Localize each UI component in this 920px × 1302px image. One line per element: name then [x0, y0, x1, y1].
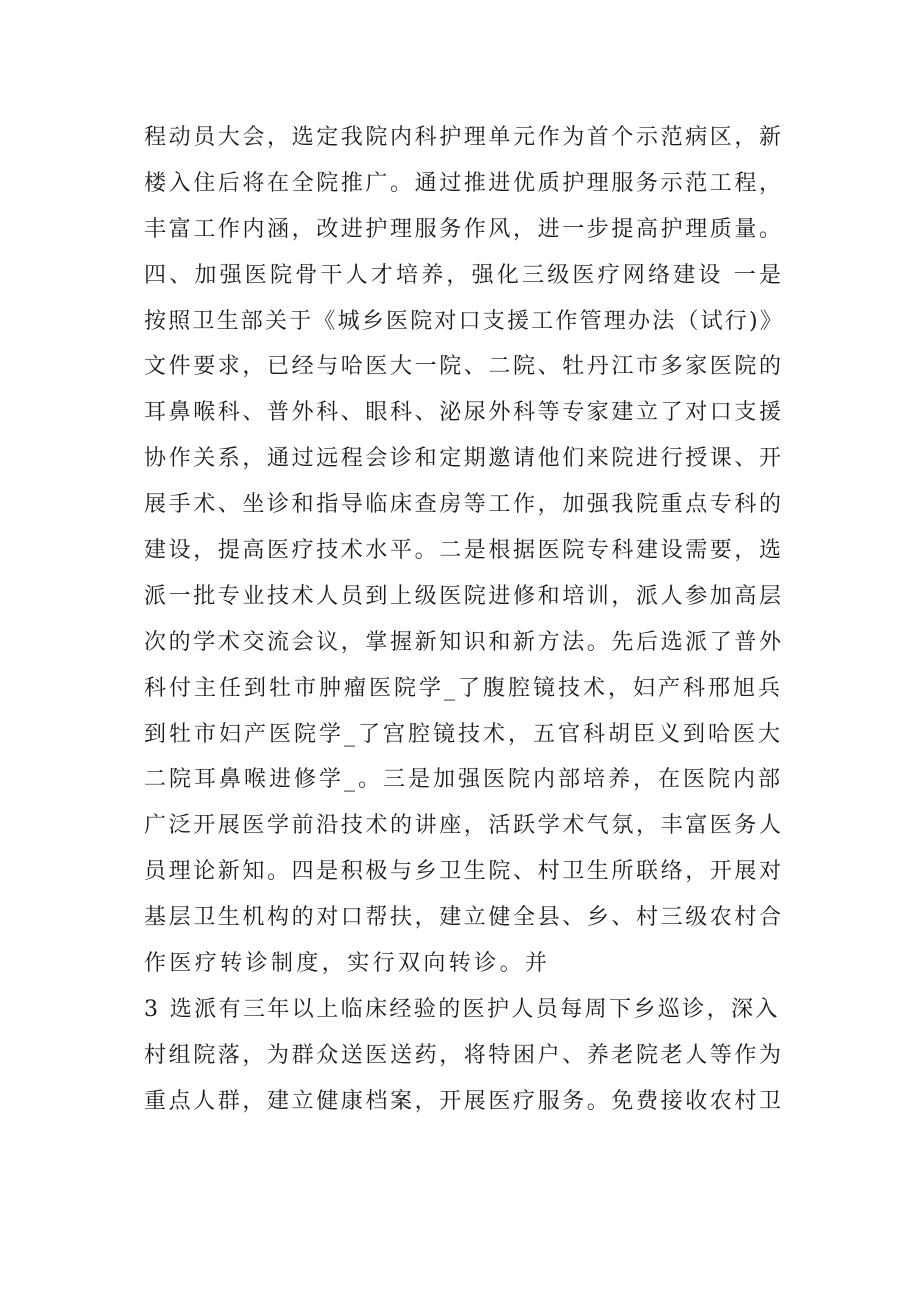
text-line: 广泛开展医学前沿技术的讲座，活跃学术气氛，丰富医务人 — [144, 813, 784, 839]
text-line: 按照卫生部关于《城乡医院对口支援工作管理办法（试行)》 — [144, 308, 784, 334]
text-line: 耳鼻喉科、普外科、眼科、泌尿外科等专家建立了对口支援 — [144, 400, 784, 426]
text-line: 建设，提高医疗技术水平。二是根据医院专科建设需要，选 — [144, 538, 784, 564]
text-line: 3 选派有三年以上临床经验的医护人员每周下乡巡诊，深入 — [144, 996, 780, 1022]
text-line: 展手术、坐诊和指导临床查房等工作，加强我院重点专科的 — [144, 492, 784, 518]
text-line: 协作关系，通过远程会诊和定期邀请他们来院进行授课、开 — [144, 446, 784, 472]
text-line: 派一批专业技术人员到上级医院进修和培训，派人参加高层 — [144, 583, 784, 609]
text-line: 重点人群，建立健康档案，开展医疗服务。免费接收农村卫 — [144, 1088, 784, 1114]
text-line: 程动员大会，选定我院内科护理单元作为首个示范病区，新 — [144, 125, 784, 150]
text-line: 四、加强医院骨干人才培养，强化三级医疗网络建设 一是 — [144, 262, 785, 288]
text-line: 文件要求，已经与哈医大一院、二院、牡丹江市多家医院的 — [144, 354, 784, 380]
text-line: 次的学术交流会议，掌握新知识和新方法。先后选派了普外 — [144, 629, 784, 655]
text-line: 基层卫生机构的对口帮扶，建立健全县、乡、村三级农村合 — [144, 905, 784, 931]
text-line: 二院耳鼻喉进修学_。三是加强医院内部培养，在医院内部 — [144, 767, 784, 793]
text-line: 楼入住后将在全院推广。通过推进优质护理服务示范工程， — [144, 170, 784, 196]
text-line: 作医疗转诊制度，实行双向转诊。并 — [144, 951, 551, 977]
text-line: 丰富工作内涵，改进护理服务作风，进一步提高护理质量。 — [144, 216, 784, 242]
text-line: 村组院落，为群众送医送药，将特困户、养老院老人等作为 — [144, 1042, 784, 1068]
text-line: 员理论新知。四是积极与乡卫生院、村卫生所联络，开展对 — [144, 859, 784, 885]
body-text — [144, 115, 784, 1125]
text-line: 到牡市妇产医院学_了宫腔镜技术，五官科胡臣义到哈医大 — [144, 721, 784, 747]
text-line: 科付主任到牡市肿瘤医院学_了腹腔镜技术，妇产科邢旭兵 — [144, 675, 784, 701]
